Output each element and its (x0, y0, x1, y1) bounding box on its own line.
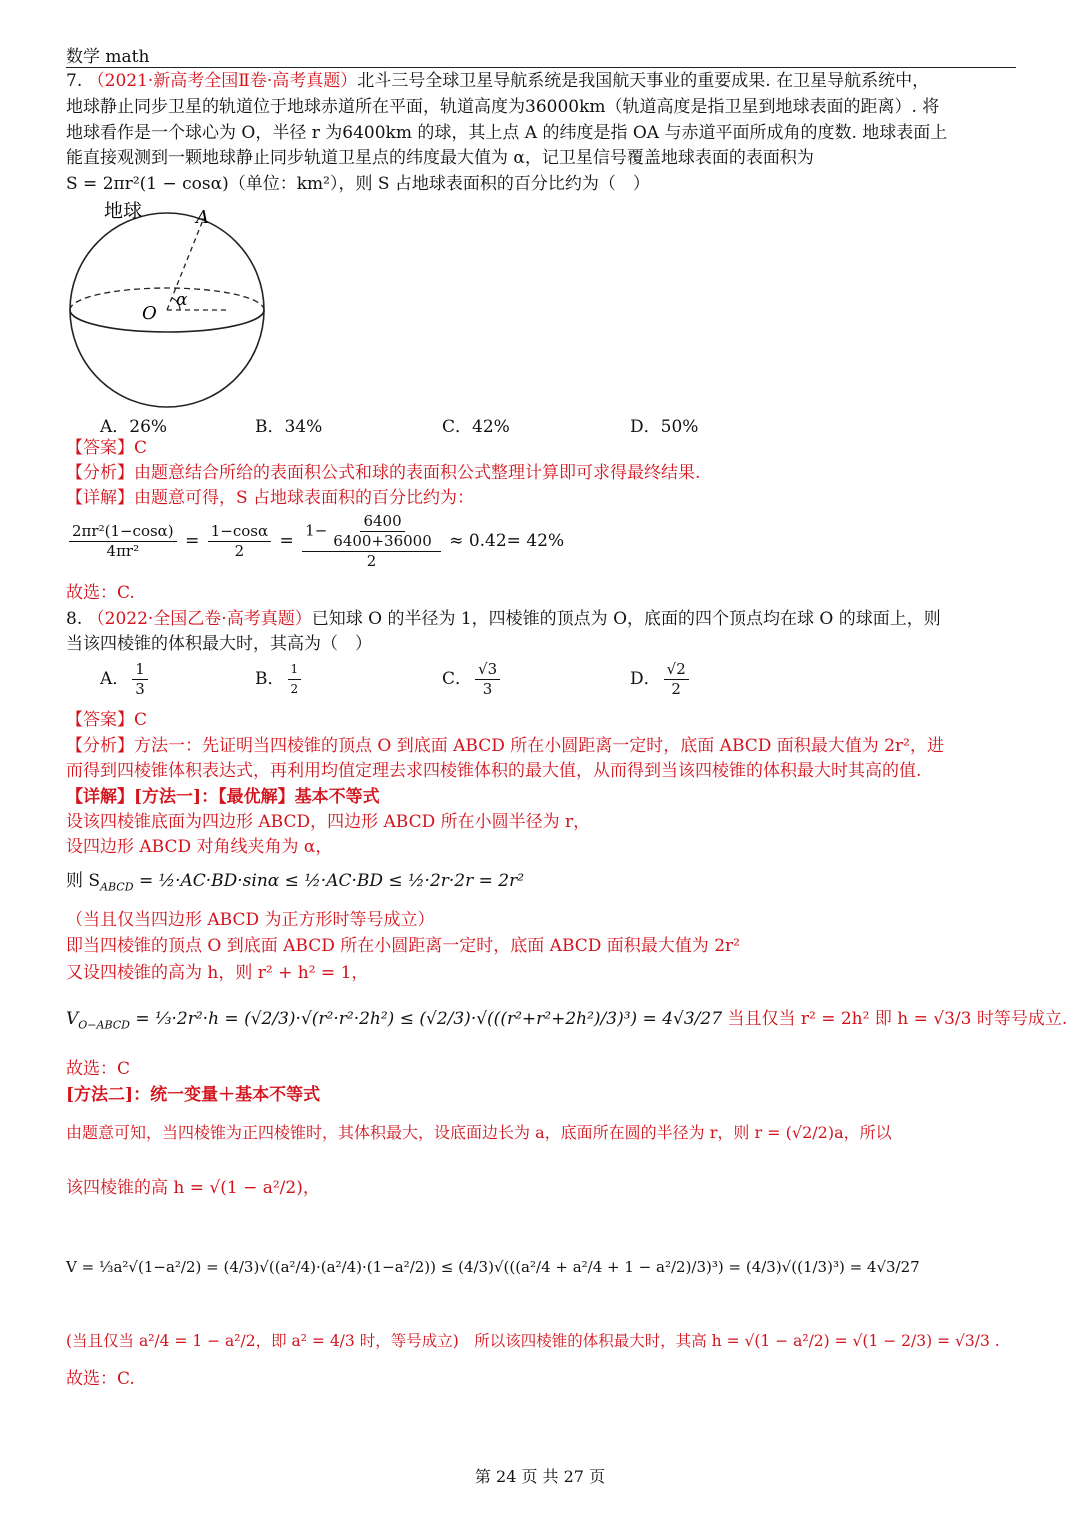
formula-frac2-num: 1−cosα (208, 522, 271, 542)
page-header: 数学 math (66, 47, 150, 67)
m1-vol-expr: = ⅓·2r²·h = (√2/3)·√(r²·r²·2h²) ≤ (√2/3)·√(((r²+r²+2h²)/3)³) = 4√3/27 (135, 1009, 723, 1029)
label-alpha: α (176, 290, 188, 310)
m1-area-pre: 则 S (66, 871, 101, 891)
q7-text1: 北斗三号全球卫星导航系统是我国航天事业的重要成果. 在卫星导航系统中， (357, 71, 930, 91)
q8-m1-volume (66, 1008, 1067, 1036)
formula-frac3-den: 2 (366, 552, 377, 570)
q8-option-c (442, 660, 503, 699)
q7-detail: 【详解】由题意可得，S 占地球表面积的百分比约为： (66, 488, 475, 508)
q7-formula: $\frac{\text{2πr²(1−cosα)}}{\text{4πr²}}$ = $\frac{1-\cos\alpha}{2}$ = 1− $\frac{6400}{6400+36000}$ 2 ≈ 0.42= 42% (66, 512, 564, 571)
q8-option-c-den: 3 (482, 680, 493, 698)
earth-sphere-figure (60, 195, 280, 415)
q8-m2-condition: (当且仅当 a²/4 = 1 − a²/2，即 a² = 4/3 时，等号成立) 所以该四棱锥的体积最大时，其高 h = √(1 − a²/2) = √(1 − 2/3) = √3/3 . (66, 1332, 1000, 1350)
formula-inner-den: 6400+36000 (333, 532, 432, 550)
formula-frac1-den: 4πr² (106, 542, 140, 560)
q8-option-c-letter: C． (442, 669, 473, 689)
q8-number: 8. (66, 609, 83, 629)
m1-vol-sub: O−ABCD (78, 1018, 130, 1032)
q8-m1-line1: 设该四棱锥底面为四边形 ABCD，四边形 ABCD 所在小圆半径为 r， (66, 812, 591, 832)
q8-m2-line1: 由题意可知，当四棱锥为正四棱锥时，其体积最大，设底面边长为 a，底面所在圆的半径为 r，则 r = (√2/2)a，所以 (66, 1123, 892, 1142)
q7-analysis: 【分析】由题意结合所给的表面积公式和球的表面积公式整理计算即可求得最终结果. (66, 463, 701, 483)
q8-option-b-den: 2 (290, 682, 299, 696)
q8-answer: 【答案】C (66, 710, 148, 730)
label-earth: 地球 (104, 200, 143, 222)
q8-option-d-den: 2 (671, 680, 681, 698)
q7-choice: 故选：C. (66, 583, 135, 603)
q8-option-a-letter: A． (100, 669, 130, 689)
method1-title-b: 【最优解】 (218, 787, 295, 807)
q8-option-d-num: √2 (664, 660, 689, 680)
q8-option-c-num: √3 (475, 660, 500, 680)
formula-result: ≈ 0.42= 42% (449, 531, 565, 551)
q7-source: （2021·新高考全国Ⅱ卷·高考真题） (87, 71, 358, 91)
method1-title-a: 【详解】[方法一]： (66, 787, 219, 807)
header-rule (66, 67, 1016, 68)
q8-m1-line4: （当且仅当四边形 ABCD 为正方形时等号成立） (66, 910, 435, 930)
q8-analysis2: 而得到四棱锥体积表达式，再利用均值定理去求四棱锥体积的最大值，从而得到当该四棱锥的体积最大时其高的值. (66, 761, 922, 781)
q8-method1-title (66, 786, 380, 808)
m1-area-expr: = ½·AC·BD·sinα ≤ ½·AC·BD ≤ ½·2r·2r = 2r² (138, 871, 525, 891)
q8-analysis1: 【分析】方法一：先证明当四棱锥的顶点 O 到底面 ABCD 所在小圆距离一定时，底面 ABCD 面积最大值为 2r²，进 (66, 736, 944, 756)
q8-line1 (66, 608, 941, 630)
formula-frac2-den: 2 (234, 542, 245, 560)
equator-back (70, 288, 264, 310)
formula-inner-num: 6400 (360, 512, 404, 532)
label-O: O (142, 303, 157, 324)
q7-line2: 地球静止同步卫星的轨道位于地球赤道所在平面，轨道高度为36000km（轨道高度是指卫星到地球表面的距离）. 将 (66, 97, 940, 117)
q8-m2-volume: V = ⅓a²√(1−a²/2) = (4/3)√((a²/4)·(a²/4)·(1−a²/2)) ≤ (4/3)√(((a²/4 + a²/4 + 1 − a²/2)/3)³) = (4/3)√((1/3)³) = 4√3/27 (66, 1258, 920, 1276)
q8-m1-line5: 即当四棱锥的顶点 O 到底面 ABCD 所在小圆距离一定时，底面 ABCD 面积最大值为 2r² (66, 936, 740, 956)
q7-answer: 【答案】C (66, 438, 148, 458)
q8-m1-line2: 设四边形 ABCD 对角线夹角为 α， (66, 837, 333, 857)
q8-source: （2022·全国乙卷·高考真题） (87, 609, 312, 629)
q8-line2: 当该四棱锥的体积最大时，其高为（ ） (66, 634, 372, 654)
page-footer: 第 24 页 共 27 页 (474, 1467, 606, 1486)
q7-line4: 能直接观测到一颗地球静止同步轨道卫星点的纬度最大值为 α，记卫星信号覆盖地球表面的表面积为 (66, 148, 814, 168)
method1-title-c: 基本不等式 (294, 787, 380, 807)
q8-m2-choice: 故选：C. (66, 1369, 135, 1389)
q8-m1-line6: 又设四棱锥的高为 h，则 r² + h² = 1， (66, 963, 369, 983)
q7-option-b: B．34% (255, 417, 323, 437)
q8-method2-title: [方法二]：统一变量＋基本不等式 (66, 1085, 321, 1105)
q7-line3: 地球看作是一个球心为 O，半径 r 为6400km 的球，其上点 A 的纬度是指 OA 与赤道平面所成角的度数. 地球表面上 (66, 123, 948, 143)
q7-line1 (66, 70, 929, 92)
q8-m1-choice: 故选：C (66, 1059, 131, 1079)
q8-option-d (630, 660, 692, 699)
q8-option-a (100, 660, 151, 699)
q8-option-b (255, 660, 304, 699)
q8-m2-line2: 该四棱锥的高 h = √(1 − a²/2)， (66, 1178, 320, 1198)
q8-option-b-num: 1 (288, 660, 302, 680)
formula-frac3-pre: 1− (305, 521, 328, 540)
m1-vol-cond: 当且仅当 r² = 2h² 即 h = √3/3 时等号成立. (727, 1009, 1068, 1029)
equator-front (70, 310, 264, 332)
q7-option-c: C．42% (442, 417, 510, 437)
q8-option-a-num: 1 (132, 660, 148, 680)
q8-text1: 已知球 O 的半径为 1，四棱锥的顶点为 O，底面的四个顶点均在球 O 的球面上，则 (311, 609, 941, 629)
m1-vol-symbol: V (66, 1009, 79, 1029)
q8-option-d-letter: D． (630, 669, 661, 689)
m1-area-sub: ABCD (100, 880, 134, 894)
q7-option-d: D．50% (630, 417, 699, 437)
q8-option-a-den: 3 (135, 680, 145, 698)
formula-frac1-num: 2πr²(1−cosα) (69, 522, 177, 542)
label-A: A (196, 207, 209, 228)
q8-option-b-letter: B． (255, 669, 285, 689)
q8-m1-line3 (66, 870, 524, 898)
q7-line5: S = 2πr²(1 − cosα)（单位：km²），则 S 占地球表面积的百分比约为（ ） (66, 174, 650, 194)
q7-option-a: A．26% (100, 417, 168, 437)
q7-number: 7. (66, 71, 83, 91)
